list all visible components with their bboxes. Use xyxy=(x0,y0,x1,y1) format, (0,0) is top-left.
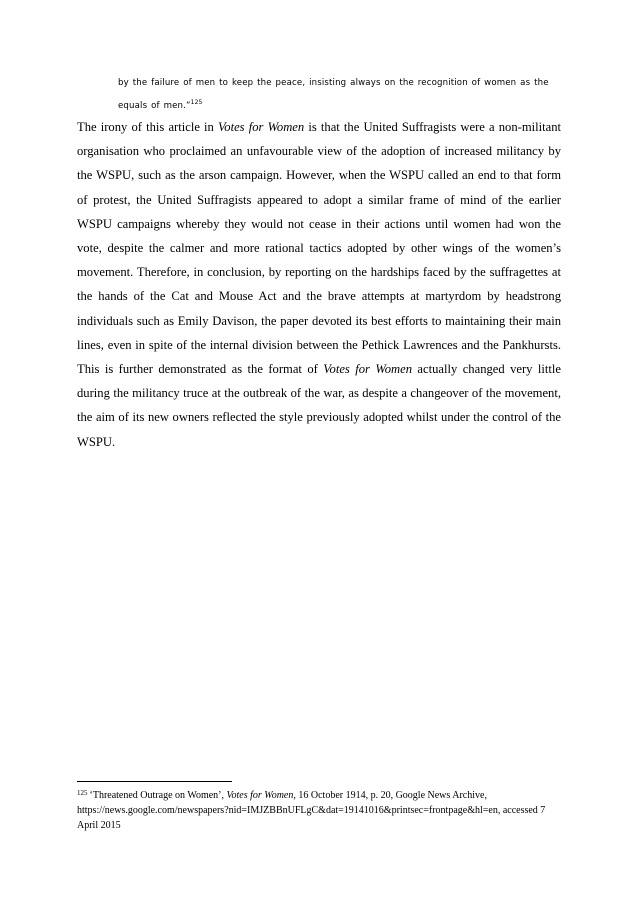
newspaper-title: Votes for Women xyxy=(218,120,305,134)
footnote-number: 125 xyxy=(77,789,88,797)
paragraph-segment: actually changed very little during the militancy truce at the outbreak of the war, as despite a changeover of the movement, the aim of its new owners reflected the style previously adopted whilst under the control of the WSPU. xyxy=(77,362,561,449)
footnote-separator xyxy=(77,781,232,782)
footnote-text: , 16 October 1914, p. 20, Google News Archive, https://news.google.com/newspapers?nid=IMJZBBnUFLgC&dat=19141016&printsec=frontpage&hl=en, accessed 7 April 2015 xyxy=(77,790,546,831)
paragraph-segment: is that the United Suffragists were a non-militant organisation who proclaimed an unfavourable view of the adoption of increased militancy by the WSPU, such as the arson campaign. However, when the WSPU called an end to that form of protest, the United Suffragists appeared to adopt a similar frame of mind of the earlier WSPU campaigns whereby they would not cease in their actions until women had won the vote, despite the calmer and more rational tactics adopted by other wings of the women’s movement. Therefore, in conclusion, by reporting on the hardships faced by the suffragettes at the hands of the Cat and Mouse Act and the brave attempts at martyrdom by headstrong individuals such as Emily Davison, the paper devoted its best efforts to maintaining their main lines, even in spite of the internal division between the Pethick Lawrences and the Pankhursts. This is further demonstrated as the format of xyxy=(77,120,561,377)
block-quote-ending xyxy=(118,74,568,116)
newspaper-title: Votes for Women xyxy=(323,362,412,377)
footnote-reference: 125 xyxy=(190,99,203,106)
footnote-source-title: Votes for Women xyxy=(226,790,294,801)
paragraph-text xyxy=(77,115,561,454)
paragraph-segment: The irony of this article in xyxy=(77,120,218,134)
footnote-text: ‘Threatened Outrage on Women’, xyxy=(89,790,227,801)
quote-text: by the failure of men to keep the peace, insisting always on the recognition of women as the equals of men.” xyxy=(118,78,549,111)
body-paragraph xyxy=(77,115,561,454)
footnote xyxy=(77,786,567,833)
